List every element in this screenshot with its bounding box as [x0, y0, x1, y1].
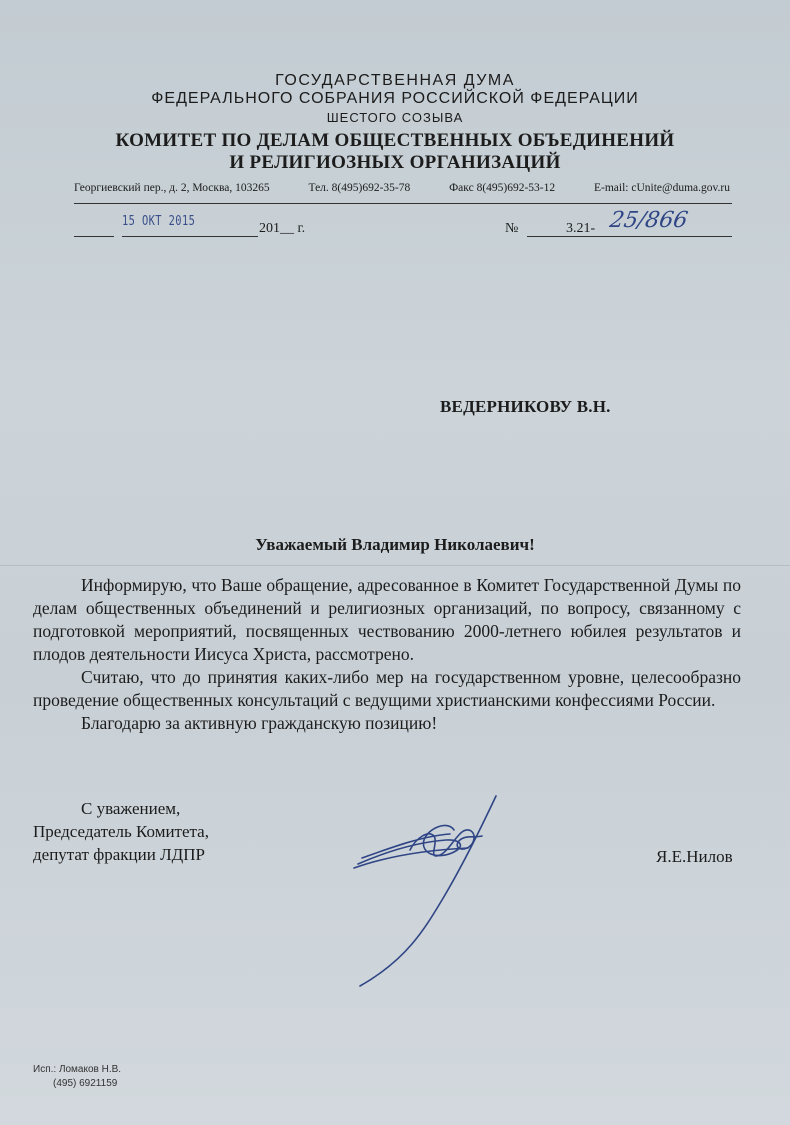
body-paragraph-2: Считаю, что до принятия каких-либо мер на государственном уровне, целесообразно проведение общественных консультаций с ведущими христианскими конфессиями России.: [33, 667, 741, 710]
closing-faction: депутат фракции ЛДПР: [33, 845, 205, 864]
number-label: №: [505, 221, 519, 236]
letterhead-convocation: ШЕСТОГО СОЗЫВА: [326, 110, 464, 125]
number-handwritten: 25/866: [607, 208, 690, 233]
contact-address: Георгиевский пер., д. 2, Москва, 103265: [74, 182, 270, 194]
body-paragraph-3: Благодарю за активную гражданскую позицию!: [81, 713, 438, 733]
closing-regards: С уважением,: [81, 799, 181, 818]
addressee: ВЕДЕРНИКОВУ В.Н.: [440, 397, 611, 416]
executor-phone: (495) 6921159: [53, 1078, 118, 1089]
contact-email: E-mail: cUnite@duma.gov.ru: [594, 182, 730, 194]
letterhead-federal-assembly: ФЕДЕРАЛЬНОГО СОБРАНИЯ РОССИЙСКОЙ ФЕДЕРАЦИИ: [151, 90, 639, 107]
greeting: Уважаемый Владимир Николаевич!: [255, 535, 535, 554]
contact-phone: Тел. 8(495)692-35-78: [308, 182, 411, 194]
closing-position: Председатель Комитета,: [33, 822, 209, 841]
paper-fold-line: [0, 565, 790, 566]
signer-name: Я.Е.Нилов: [656, 847, 733, 866]
closing-block: [33, 797, 209, 866]
date-underline: [122, 236, 258, 237]
letterhead-duma: ГОСУДАРСТВЕННАЯ ДУМА: [275, 72, 515, 89]
date-year-suffix: 201__ г.: [259, 221, 306, 236]
contact-fax: Факс 8(495)692-53-12: [449, 182, 556, 194]
body-paragraph-1: Информирую, что Ваше обращение, адресованное в Комитет Государственной Думы по делам общественных объединений и религиозных организаций, по вопросу, связанному с подготовкой мероприятий, посвященных чествованию 2000-летнего юбилея результатов и плодов деятельности Иисуса Христа, рассмотрено.: [33, 575, 741, 664]
date-stamp: 15 ОКТ 2015: [122, 214, 196, 229]
committee-title-line2: И РЕЛИГИОЗНЫХ ОРГАНИЗАЦИЙ: [229, 152, 561, 173]
contact-line: [74, 182, 730, 194]
handwritten-signature: [350, 790, 510, 990]
number-prefix: 3.21-: [566, 221, 596, 236]
letter-body: [33, 574, 741, 735]
committee-title-line1: КОМИТЕТ ПО ДЕЛАМ ОБЩЕСТВЕННЫХ ОБЪЕДИНЕНИЙ: [115, 130, 675, 151]
executor-name: Исп.: Ломаков Н.В.: [33, 1064, 122, 1075]
letterhead-rule: [74, 203, 732, 204]
number-underline: [527, 236, 732, 237]
executor-block: [33, 1063, 121, 1091]
date-day-underline: [74, 236, 114, 237]
